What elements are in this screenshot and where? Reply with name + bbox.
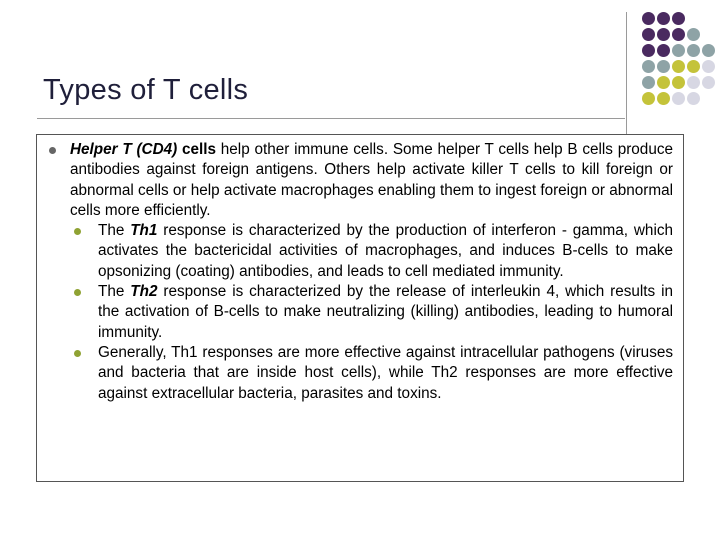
title-divider <box>37 118 625 119</box>
decor-dot <box>657 60 670 73</box>
decor-dot <box>642 44 655 57</box>
th1-term: Th1 <box>130 222 158 240</box>
sub-bullet-comparison <box>70 343 673 404</box>
decor-dot <box>657 92 670 105</box>
decor-dot <box>702 44 715 57</box>
th2-term: Th2 <box>130 283 158 301</box>
decor-dot <box>702 76 715 89</box>
bullet-icon <box>49 147 56 154</box>
decor-dot <box>672 44 685 57</box>
decor-dot <box>687 60 700 73</box>
decor-dot <box>642 12 655 25</box>
decor-dot <box>702 60 715 73</box>
sub-bullet-th1 <box>70 221 673 282</box>
sub-bullet-icon <box>74 350 81 357</box>
decor-dot <box>687 76 700 89</box>
bullet-helper-t-cells <box>49 140 673 221</box>
decor-dot <box>687 28 700 41</box>
sub-bullet-th2 <box>70 282 673 343</box>
sub-text-post: response is characterized by the production of interferon - gamma, which activates the bactericidal activities of macrophages, and induces B-cells to make opsonizing (coating) antibodies, and leads to cell mediated immunity. <box>98 222 673 280</box>
sub-text-pre: The <box>98 283 131 301</box>
sub-bullet-icon <box>74 289 81 296</box>
decor-dot <box>657 28 670 41</box>
sub-text: Generally, Th1 responses are more effective against intracellular pathogens (viruses and bacteria that are inside host cells), while Th2 responses are more effective against extracellular bacteria, parasites and toxins. <box>98 343 673 402</box>
decor-dot <box>657 44 670 57</box>
decor-dot <box>642 76 655 89</box>
decor-dot <box>687 44 700 57</box>
decor-dot <box>687 92 700 105</box>
decor-dot <box>642 28 655 41</box>
sub-bullet-icon <box>74 228 81 235</box>
decor-dot <box>672 12 685 25</box>
sub-text-post: response is characterized by the release of interleukin 4, which results in the activation of B-cells to make neutralizing (killing) antibodies, leading to humoral immunity. <box>98 283 674 341</box>
decor-dot <box>672 28 685 41</box>
decor-dot <box>657 12 670 25</box>
decor-dot <box>672 92 685 105</box>
bullet-list <box>49 140 673 404</box>
decor-dot <box>672 76 685 89</box>
decor-dot <box>642 92 655 105</box>
decor-dot <box>642 60 655 73</box>
slide-title: Types of T cells <box>43 74 249 106</box>
cells-term: cells <box>177 141 217 158</box>
decor-dot <box>657 76 670 89</box>
helper-t-term: Helper T (CD4) <box>70 141 178 158</box>
vertical-divider <box>626 12 627 134</box>
decorative-dot-grid <box>639 12 717 104</box>
helper-t-description: help other immune cells. Some helper T cells help B cells produce antibodies against foreign antigens. Others help activate killer T cells to kill foreign or abnormal cells or help activate macrophages enabling them to ingest foreign or abnormal cells more efficiently. <box>70 141 673 219</box>
sub-text-pre: The <box>98 222 131 240</box>
decor-dot <box>672 60 685 73</box>
